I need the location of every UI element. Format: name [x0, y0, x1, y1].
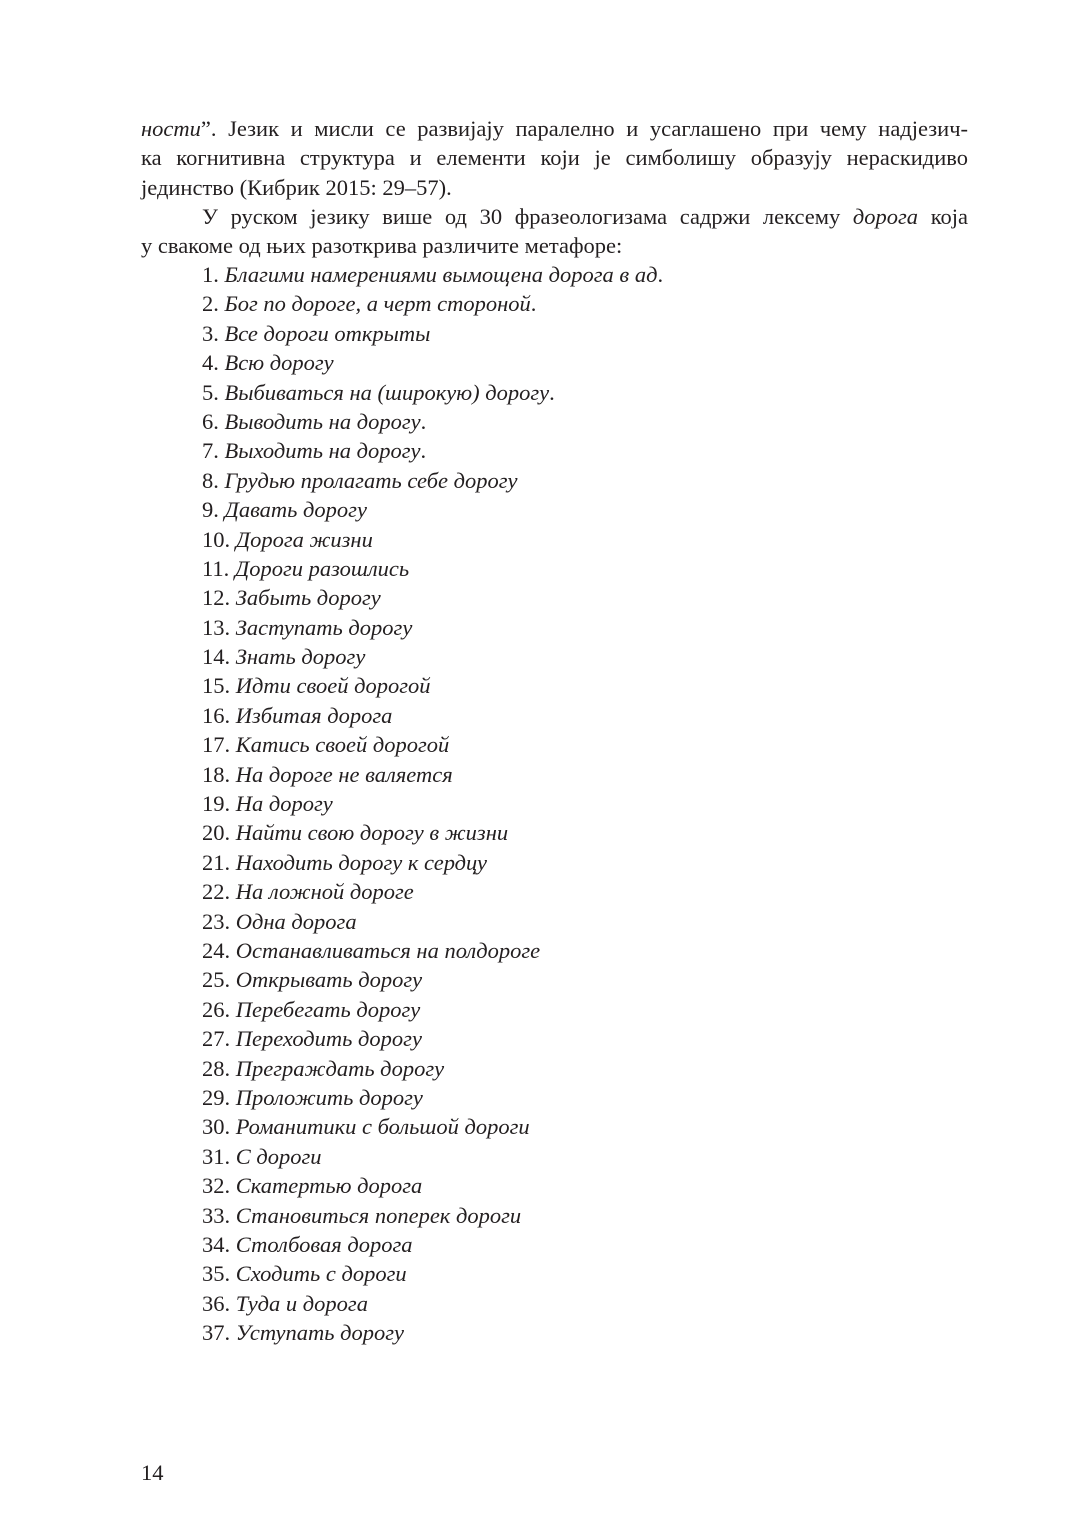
list-item-number: 26. — [202, 996, 231, 1022]
list-item — [202, 730, 663, 759]
list-item-number: 23. — [202, 908, 231, 934]
list-item-phrase: Благими намерениями вымощена дорога в ад — [224, 262, 658, 287]
list-item-phrase: Выводить на дорогу — [224, 408, 421, 434]
list-item-phrase: Грудью пролагать себе дорогу — [224, 467, 518, 493]
list-item-number: 19. — [202, 791, 231, 817]
list-item-number: 15. — [202, 673, 231, 699]
list-item-punctuation: . — [420, 438, 427, 464]
list-item-number: 3. — [202, 320, 219, 346]
text-run: ”. Језик и мисли се развијају паралелно и усаглашено при чему надјезич- — [200, 116, 968, 141]
list-item-number: 6. — [202, 408, 219, 434]
list-item-number: 30. — [202, 1114, 231, 1140]
list-item — [202, 907, 663, 936]
list-item-number: 11. — [202, 555, 230, 581]
list-item-phrase: Давать дорогу — [224, 497, 367, 523]
list-item-number: 35. — [202, 1261, 231, 1287]
list-item-punctuation: . — [420, 408, 427, 434]
list-item-phrase: Знать дорогу — [235, 644, 366, 670]
paragraph-line: у свакоме од њих разоткрива различите метафоре: — [141, 233, 623, 259]
list-item — [202, 760, 663, 789]
list-item-number: 29. — [202, 1084, 231, 1110]
list-item — [202, 818, 663, 847]
list-item-number: 7. — [202, 438, 219, 464]
list-item — [202, 671, 663, 700]
list-item — [202, 260, 663, 289]
list-item-number: 28. — [202, 1055, 231, 1081]
list-item-number: 25. — [202, 967, 231, 993]
list-item — [202, 1171, 663, 1200]
list-item — [202, 1142, 663, 1171]
list-item-phrase: Выходить на дорогу — [224, 438, 421, 464]
list-item — [202, 1230, 663, 1259]
list-item-phrase: Забыть дорогу — [235, 585, 381, 611]
list-item-phrase: Сходить с дороги — [235, 1261, 407, 1287]
list-item — [202, 1259, 663, 1288]
list-item-number: 36. — [202, 1290, 231, 1316]
list-item — [202, 436, 663, 465]
paragraph-intro — [141, 114, 968, 202]
list-item-phrase: Дорога жизни — [235, 526, 373, 552]
list-item — [202, 583, 663, 612]
list-item-number: 34. — [202, 1231, 231, 1257]
list-item-punctuation: . — [549, 379, 555, 405]
list-item — [202, 319, 663, 348]
list-item-phrase: Останавливаться на полдороге — [235, 937, 541, 963]
list-item-phrase: Всю дорогу — [224, 350, 334, 376]
paragraph-line — [141, 202, 968, 231]
phraseology-list — [202, 260, 663, 1347]
list-item-number: 18. — [202, 761, 231, 787]
list-item-phrase: Скатертью дорога — [235, 1173, 423, 1199]
list-item-phrase: Романитики с большой дороги — [235, 1114, 530, 1140]
list-item-phrase: Переходить дорогу — [235, 1026, 422, 1052]
list-item-phrase: Найти свою дорогу в жизни — [235, 820, 509, 846]
list-item-number: 1. — [202, 262, 219, 287]
list-item — [202, 936, 663, 965]
list-item-phrase: Столбовая дорога — [235, 1231, 413, 1257]
list-item-number: 17. — [202, 732, 231, 758]
list-item-phrase: Все дороги открыты — [224, 320, 431, 346]
list-item-number: 8. — [202, 467, 219, 493]
list-item-phrase: Одна дорога — [235, 908, 357, 934]
list-item — [202, 525, 663, 554]
list-item-number: 13. — [202, 614, 231, 640]
paragraph-line: ка когнитивна структура и елементи који је симболишу образују нераскидиво — [141, 145, 968, 171]
list-item-number: 5. — [202, 379, 219, 405]
list-item-phrase: Находить дорогу к сердцу — [235, 849, 487, 875]
list-item-phrase: Преграждать дорогу — [235, 1055, 445, 1081]
list-item-phrase: На ложной дороге — [235, 879, 414, 905]
list-item — [202, 554, 663, 583]
list-item — [202, 965, 663, 994]
paragraph-line: јединство (Кибрик 2015: 29–57). — [141, 174, 452, 200]
list-item — [202, 848, 663, 877]
list-item-number: 9. — [202, 497, 219, 523]
paragraph-lead — [141, 202, 968, 261]
list-item — [202, 407, 663, 436]
list-item-phrase: С дороги — [235, 1143, 322, 1169]
list-item-phrase: На дороге не валяется — [235, 761, 453, 787]
list-item-number: 21. — [202, 849, 231, 875]
list-item — [202, 642, 663, 671]
list-item — [202, 348, 663, 377]
page-number: 14 — [141, 1460, 164, 1485]
list-item — [202, 701, 663, 730]
list-item-number: 20. — [202, 820, 231, 846]
list-item — [202, 378, 663, 407]
list-item — [202, 1083, 663, 1112]
list-item — [202, 877, 663, 906]
list-item-phrase: На дорогу — [235, 791, 333, 817]
list-item — [202, 1024, 663, 1053]
list-item-phrase: Перебегать дорогу — [235, 996, 421, 1022]
list-item-phrase: Становиться поперек дороги — [235, 1202, 522, 1228]
list-item-phrase: Туда и дорога — [235, 1290, 368, 1316]
list-item-phrase: Катись своей дорогой — [235, 732, 450, 758]
text-run: У руском језику више од 30 фразеологизама садржи лексему — [202, 204, 853, 229]
list-item — [202, 1112, 663, 1141]
list-item-phrase: Открывать дорогу — [235, 967, 423, 993]
list-item — [202, 1201, 663, 1230]
list-item — [202, 289, 663, 318]
list-item-number: 31. — [202, 1143, 231, 1169]
italic-word: ности — [141, 116, 201, 141]
list-item-phrase: Дороги разошлись — [234, 555, 410, 581]
list-item — [202, 466, 663, 495]
list-item-phrase: Заступать дорогу — [235, 614, 413, 640]
list-item — [202, 495, 663, 524]
list-item-punctuation: . — [657, 262, 664, 287]
list-item-number: 37. — [202, 1320, 231, 1346]
list-item-phrase: Идти своей дорогой — [235, 673, 431, 699]
text-run: која — [918, 204, 968, 229]
italic-word: дорога — [852, 204, 919, 229]
list-item-number: 22. — [202, 879, 231, 905]
list-item-number: 2. — [202, 291, 219, 317]
list-item — [202, 1054, 663, 1083]
list-item-number: 33. — [202, 1202, 231, 1228]
list-item-number: 4. — [202, 350, 219, 376]
list-item-number: 16. — [202, 702, 231, 728]
list-item-phrase: Проложить дорогу — [235, 1084, 423, 1110]
list-item-number: 27. — [202, 1026, 231, 1052]
list-item-phrase: Уступать дорогу — [235, 1320, 405, 1346]
list-item-phrase: Выбиваться на (широкую) дорогу — [224, 379, 550, 405]
list-item — [202, 995, 663, 1024]
paragraph-line — [141, 114, 968, 143]
list-item-phrase: Бог по дороге, а черт стороной — [224, 291, 531, 317]
list-item-number: 10. — [202, 526, 231, 552]
list-item-phrase: Избитая дорога — [235, 702, 393, 728]
list-item-punctuation: . — [530, 291, 537, 317]
list-item — [202, 613, 663, 642]
list-item-number: 32. — [202, 1173, 231, 1199]
list-item — [202, 1318, 663, 1347]
list-item — [202, 789, 663, 818]
list-item-number: 14. — [202, 644, 231, 670]
list-item-number: 12. — [202, 585, 231, 611]
list-item-number: 24. — [202, 937, 231, 963]
list-item — [202, 1289, 663, 1318]
